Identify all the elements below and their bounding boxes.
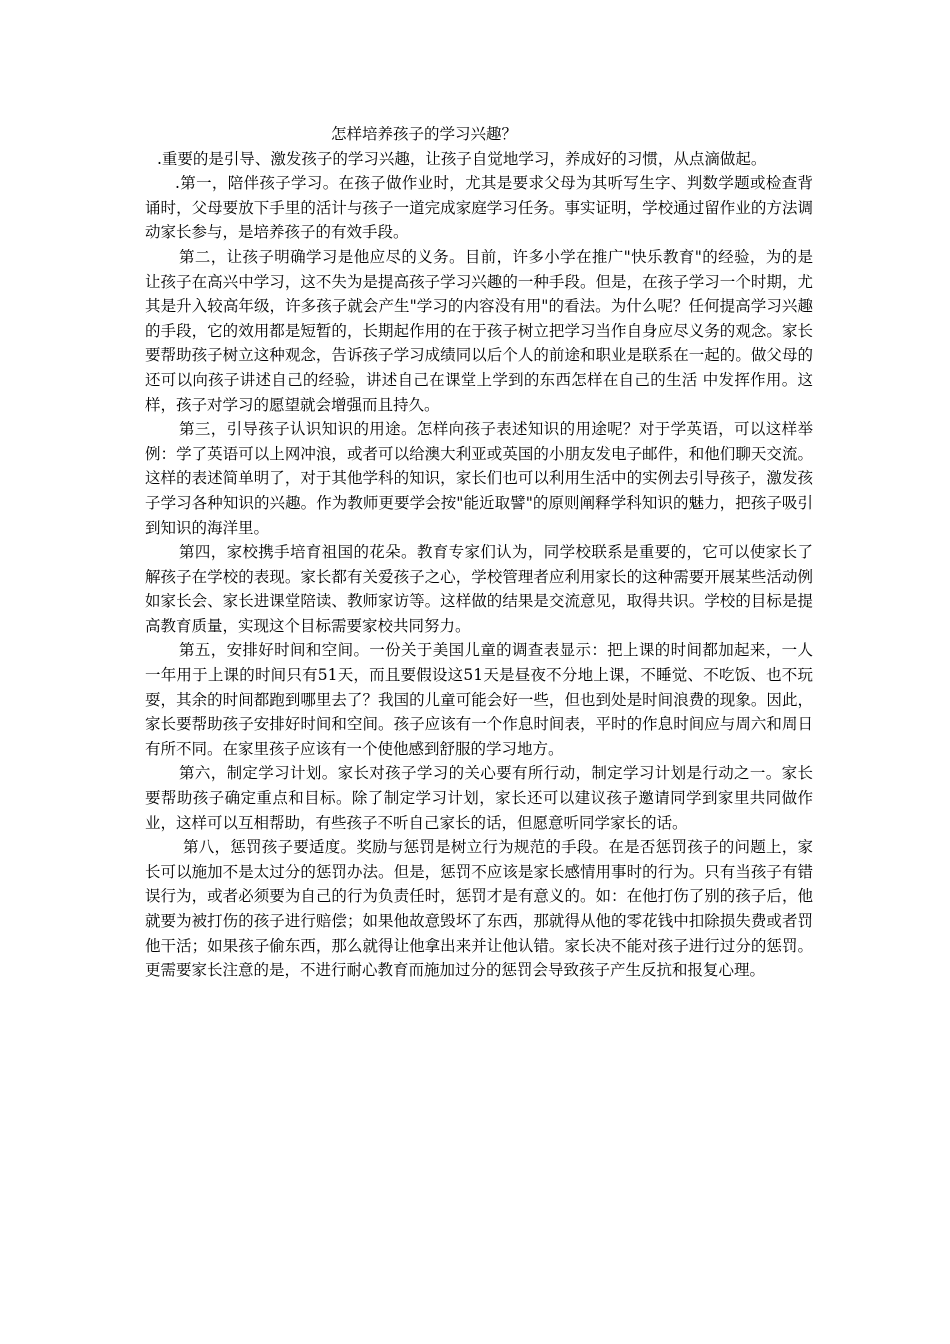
paragraph-5-time-space: 第五，安排好时间和空间。一份关于美国儿童的调查表显示：把上课的时间都加起来，一人一年用于上课的时间只有51天，而且要假设这51天是昼夜不分地上课，不睡觉、不吃饭、也不玩耍，其余的时间都跑到哪里去了？我国的儿童可能会好一些，但也到处是时间浪费的现象。因此，家长要帮助孩子安排好时间和空间。孩子应该有一个作息时间表，平时的作息时间应与周六和周日有所不同。在家里孩子应该有一个使他感到舒服的学习地方。	[145, 641, 813, 758]
paragraph-4-home-school: 第四，家校携手培育祖国的花朵。教育专家们认为，同学校联系是重要的，它可以使家长了解孩子在学校的表现。家长都有关爱孩子之心，学校管理者应利用家长的这种需要开展某些活动例如家长会、家长进课堂陪读、教师家访等。这样做的结果是交流意见，取得共识。学校的目标是提高教育质量，实现这个目标需要家校共同努力。	[145, 543, 813, 635]
paragraph-8-punishment: 第八，惩罚孩子要适度。奖励与惩罚是树立行为规范的手段。在是否惩罚孩子的问题上，家长可以施加不是太过分的惩罚办法。但是，惩罚不应该是家长感情用事时的行为。只有当孩子有错误行为，或者必须要为自己的行为负责任时，惩罚才是有意义的。如：在他打伤了别的孩子后，他就要为被打伤的孩子进行赔偿；如果他故意毁坏了东西，那就得从他的零花钱中扣除损失费或者罚他干活；如果孩子偷东西，那么就得让他拿出来并让他认错。家长决不能对孩子进行过分的惩罚。更需要家长注意的是，不进行耐心教育而施加过分的惩罚会导致孩子产生反抗和报复心理。	[145, 838, 813, 980]
paragraph-2-duty: 第二，让孩子明确学习是他应尽的义务。目前，许多小学在推广"快乐教育"的经验，为的是让孩子在高兴中学习，这不失为是提高孩子学习兴趣的一种手段。但是，在孩子学习一个时期，尤其是升入较高年级，许多孩子就会产生"学习的内容没有用"的看法。为什么呢？任何提高学习兴趣的手段，它的效用都是短暂的，长期起作用的在于孩子树立把学习当作自身应尽义务的观念。家长要帮助孩子树立这种观念，告诉孩子学习成绩同以后个人的前途和职业是联系在一起的。做父母的还可以向孩子讲述自己的经验，讲述自己在课堂上学到的东西怎样在自己的生活 中发挥作用。这样，孩子对学习的愿望就会增强而且持久。	[145, 247, 813, 414]
paragraph-1-accompany: .第一，陪伴孩子学习。在孩子做作业时，尤其是要求父母为其听写生字、判数学题或检查背诵时，父母要放下手里的活计与孩子一道完成家庭学习任务。事实证明，学校通过留作业的方法调动家长参与，是培养孩子的有效手段。	[145, 174, 813, 242]
document-title: 怎样培养孩子的学习兴趣？	[331, 125, 518, 143]
paragraph-6-study-plan: 第六，制定学习计划。家长对孩子学习的关心要有所行动，制定学习计划是行动之一。家长要帮助孩子确定重点和目标。除了制定学习计划，家长还可以建议孩子邀请同学到家里共同做作业，这样可以互相帮助，有些孩子不听自己家长的话，但愿意听同学家长的话。	[145, 764, 813, 832]
document-body	[145, 122, 813, 983]
intro-line: .重要的是引导、激发孩子的学习兴趣，让孩子自觉地学习，养成好的习惯，从点滴做起。	[157, 149, 767, 168]
paragraph-3-knowledge-use: 第三，引导孩子认识知识的用途。怎样向孩子表述知识的用途呢？对于学英语，可以这样举例：学了英语可以上网冲浪，或者可以给澳大利亚或英国的小朋友发电子邮件，和他们聊天交流。这样的表述简单明了，对于其他学科的知识，家长们也可以利用生活中的实例去引导孩子，激发孩子学习各种知识的兴趣。作为教师更要学会按"能近取譬"的原则阐释学科知识的魅力，把孩子吸引到知识的海洋里。	[145, 420, 813, 537]
